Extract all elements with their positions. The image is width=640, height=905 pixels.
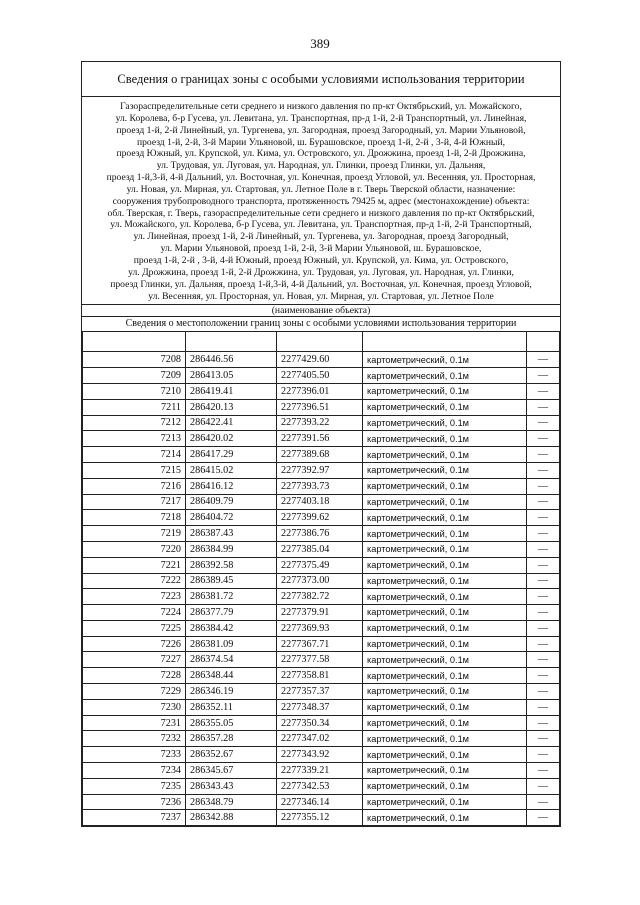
table-row [83, 715, 560, 731]
table-row [83, 478, 560, 494]
coord-x: 286352.11 [186, 699, 277, 715]
description-cell: — [527, 620, 560, 636]
coord-x: 286389.45 [186, 573, 277, 589]
method-accuracy: картометрический, 0.1м [363, 747, 527, 763]
coord-y: 2277342.53 [277, 778, 363, 794]
coord-x: 286446.56 [186, 352, 277, 368]
table-row [83, 368, 560, 384]
description-cell: — [527, 447, 560, 463]
table-row [83, 431, 560, 447]
description-line: проезд Южный, ул. Крупской, ул. Кима, ул. Островского, ул. Дрожжина, проезд 1-й, 2-й Дрожжина, [116, 148, 526, 160]
coord-x: 286392.58 [186, 557, 277, 573]
method-accuracy: картометрический, 0.1м [363, 510, 527, 526]
description-cell: — [527, 541, 560, 557]
method-accuracy: картометрический, 0.1м [363, 526, 527, 542]
table-row [83, 652, 560, 668]
coord-y: 2277391.56 [277, 431, 363, 447]
table-row [83, 620, 560, 636]
table-row [83, 510, 560, 526]
coord-y: 2277379.91 [277, 605, 363, 621]
method-accuracy: картометрический, 0.1м [363, 589, 527, 605]
coord-x: 286346.19 [186, 684, 277, 700]
method-accuracy: картометрический, 0.1м [363, 763, 527, 779]
coord-x: 286377.79 [186, 605, 277, 621]
coord-x: 286420.13 [186, 399, 277, 415]
table-row [83, 526, 560, 542]
description-cell: — [527, 747, 560, 763]
coord-y: 2277403.18 [277, 494, 363, 510]
method-accuracy: картометрический, 0.1м [363, 668, 527, 684]
coord-x: 286355.05 [186, 715, 277, 731]
point-number: 7214 [83, 447, 186, 463]
table-row [83, 399, 560, 415]
point-number: 7219 [83, 526, 186, 542]
coord-y: 2277343.92 [277, 747, 363, 763]
coord-x: 286357.28 [186, 731, 277, 747]
page-number: 389 [310, 36, 330, 51]
point-number: 7224 [83, 605, 186, 621]
method-accuracy: картометрический, 0.1м [363, 652, 527, 668]
table-row [83, 668, 560, 684]
point-number: 7236 [83, 794, 186, 810]
method-accuracy: картометрический, 0.1м [363, 731, 527, 747]
method-accuracy: картометрический, 0.1м [363, 415, 527, 431]
table-row [83, 605, 560, 621]
zone-boundary-form [81, 61, 561, 827]
method-accuracy: картометрический, 0.1м [363, 573, 527, 589]
coord-y: 2277386.76 [277, 526, 363, 542]
description-line: проезд 1-й, 2-й , 3-й, 4-й Южный, проезд Южный, ул. Крупской, ул. Кима, ул. Островского, [133, 254, 509, 266]
point-number: 7232 [83, 731, 186, 747]
point-number: 7211 [83, 399, 186, 415]
description-cell: — [527, 462, 560, 478]
coord-y: 2277382.72 [277, 589, 363, 605]
point-number: 7231 [83, 715, 186, 731]
coord-x: 286343.43 [186, 778, 277, 794]
point-number: 7209 [83, 368, 186, 384]
point-number: 7229 [83, 684, 186, 700]
method-accuracy: картометрический, 0.1м [363, 462, 527, 478]
description-cell: — [527, 715, 560, 731]
description-line: проезд 1-й, 2-й Линейный, ул. Тургенева, ул. Загородная, проезд Загородный, ул. Марии Ульяновой, [116, 124, 526, 136]
method-accuracy: картометрический, 0.1м [363, 684, 527, 700]
method-accuracy: картометрический, 0.1м [363, 605, 527, 621]
method-accuracy: картометрический, 0.1м [363, 541, 527, 557]
description-line: ул. Королева, б-р Гусева, ул. Левитана, ул. Транспортная, пр-д 1-й, 2-й Транспортный, ул. Линейная, [115, 112, 527, 124]
coord-x: 286417.29 [186, 447, 277, 463]
coord-y: 2277369.93 [277, 620, 363, 636]
description-line: ул. Весенняя, ул. Просторная, ул. Новая, ул. Мирная, ул. Стартовая, ул. Летное Поле [148, 290, 494, 302]
coord-x: 286384.99 [186, 541, 277, 557]
point-number: 7215 [83, 462, 186, 478]
coord-y: 2277396.51 [277, 399, 363, 415]
coord-x: 286404.72 [186, 510, 277, 526]
description-line: сооружения трубопроводного транспорта, протяженность 79425 м, адрес (местонахождение) объекта: [112, 195, 530, 207]
point-number: 7230 [83, 699, 186, 715]
description-cell: — [527, 431, 560, 447]
description-line: Газораспределительные сети среднего и низкого давления по пр-кт Октябрьский, ул. Можайского, [120, 101, 522, 112]
coord-y: 2277375.49 [277, 557, 363, 573]
table-row [83, 794, 560, 810]
point-number: 7228 [83, 668, 186, 684]
method-accuracy: картометрический, 0.1м [363, 447, 527, 463]
point-number: 7220 [83, 541, 186, 557]
coord-y: 2277389.68 [277, 447, 363, 463]
description-cell: — [527, 684, 560, 700]
description-cell: — [527, 573, 560, 589]
description-line: проезд 1-й,3-й, 4-й Дальний, ул. Восточная, ул. Конечная, проезд Угловой, ул. Весенняя, ул. Просторная, [106, 172, 536, 184]
coord-y: 2277348.37 [277, 699, 363, 715]
table-row [83, 447, 560, 463]
table-row [83, 557, 560, 573]
method-accuracy: картометрический, 0.1м [363, 636, 527, 652]
description-line: ул. Можайского, ул. Королева, б-р Гусева, ул. Левитана, ул. Транспортная, пр-д 1-й, 2-й Транспортный, [110, 219, 532, 231]
coord-x: 286384.42 [186, 620, 277, 636]
coordinates-table [82, 331, 560, 826]
point-number: 7208 [83, 352, 186, 368]
coord-x: 286387.43 [186, 526, 277, 542]
table-row [83, 636, 560, 652]
description-cell: — [527, 510, 560, 526]
coord-x: 286348.79 [186, 794, 277, 810]
description-line: ул. Дрожжина, проезд 1-й, 2-й Дрожжина, ул. Трудовая, ул. Луговая, ул. Народная, ул. Глинки, [128, 266, 514, 278]
table-row [83, 778, 560, 794]
coord-y: 2277358.81 [277, 668, 363, 684]
description-line: ул. Новая, ул. Мирная, ул. Стартовая, ул. Летное Поле в г. Тверь Тверской области, назначение: [126, 183, 516, 195]
coord-x: 286415.02 [186, 462, 277, 478]
coord-x: 286420.02 [186, 431, 277, 447]
coord-x: 286422.41 [186, 415, 277, 431]
table-row [83, 699, 560, 715]
coord-x: 286374.54 [186, 652, 277, 668]
point-number: 7222 [83, 573, 186, 589]
description-cell: — [527, 763, 560, 779]
description-cell: — [527, 794, 560, 810]
method-accuracy: картометрический, 0.1м [363, 620, 527, 636]
coord-x: 286416.12 [186, 478, 277, 494]
method-accuracy: картометрический, 0.1м [363, 352, 527, 368]
description-cell: — [527, 636, 560, 652]
table-row [83, 747, 560, 763]
table-row [83, 763, 560, 779]
description-cell: — [527, 383, 560, 399]
coord-x: 286342.88 [186, 810, 277, 826]
object-name-caption: (наименование объекта) [82, 305, 560, 317]
table-row [83, 352, 560, 368]
coord-x: 286348.44 [186, 668, 277, 684]
method-accuracy: картометрический, 0.1м [363, 431, 527, 447]
coord-x: 286345.67 [186, 763, 277, 779]
point-number: 7213 [83, 431, 186, 447]
coord-y: 2277385.04 [277, 541, 363, 557]
point-number: 7227 [83, 652, 186, 668]
table-row [83, 541, 560, 557]
coord-x: 286413.05 [186, 368, 277, 384]
description-cell: — [527, 652, 560, 668]
coord-y: 2277393.22 [277, 415, 363, 431]
method-accuracy: картометрический, 0.1м [363, 399, 527, 415]
coord-x: 286419.41 [186, 383, 277, 399]
method-accuracy: картометрический, 0.1м [363, 794, 527, 810]
table-row [83, 810, 560, 826]
method-accuracy: картометрический, 0.1м [363, 494, 527, 510]
description-cell: — [527, 399, 560, 415]
method-accuracy: картометрический, 0.1м [363, 478, 527, 494]
table-row [83, 589, 560, 605]
description-cell: — [527, 778, 560, 794]
method-accuracy: картометрический, 0.1м [363, 383, 527, 399]
table-row [83, 684, 560, 700]
description-line: обл. Тверская, г. Тверь, газораспределительные сети среднего и низкого давления по пр-кт Октябрьский, [107, 207, 535, 219]
description-cell: — [527, 352, 560, 368]
coord-y: 2277367.71 [277, 636, 363, 652]
coord-x: 286352.67 [186, 747, 277, 763]
description-line: ул. Трудовая, ул. Луговая, ул. Народная, ул. Глинки, проезд Глинки, ул. Дальняя, [156, 160, 486, 172]
coord-y: 2277346.14 [277, 794, 363, 810]
point-number: 7210 [83, 383, 186, 399]
table-row [83, 415, 560, 431]
description-cell: — [527, 494, 560, 510]
description-line: ул. Линейная, проезд 1-й, 2-й Линейный, ул. Тургенева, ул. Загородная, проезд Загородный, [133, 231, 509, 243]
method-accuracy: картометрический, 0.1м [363, 810, 527, 826]
table-spacer-row [83, 332, 560, 352]
description-cell: — [527, 478, 560, 494]
description-cell: — [527, 589, 560, 605]
point-number: 7223 [83, 589, 186, 605]
coord-y: 2277339.21 [277, 763, 363, 779]
point-number: 7212 [83, 415, 186, 431]
description-cell: — [527, 810, 560, 826]
coord-y: 2277377.58 [277, 652, 363, 668]
coord-y: 2277399.62 [277, 510, 363, 526]
coord-y: 2277355.12 [277, 810, 363, 826]
form-title: Сведения о границах зоны с особыми условиями использования территории [82, 62, 560, 97]
description-cell: — [527, 731, 560, 747]
coord-x: 286381.72 [186, 589, 277, 605]
description-cell: — [527, 605, 560, 621]
description-cell: — [527, 526, 560, 542]
point-number: 7218 [83, 510, 186, 526]
point-number: 7217 [83, 494, 186, 510]
description-cell: — [527, 415, 560, 431]
location-section-title: Сведения о местоположении границ зоны с особыми условиями использования территории [125, 318, 517, 330]
point-number: 7237 [83, 810, 186, 826]
coord-y: 2277350.34 [277, 715, 363, 731]
point-number: 7216 [83, 478, 186, 494]
method-accuracy: картометрический, 0.1м [363, 699, 527, 715]
description-line: проезд 1-й, 2-й, 3-й Марии Ульяновой, ш. Бурашовское, проезд 1-й, 2-й , 3-й, 4-й Южный, [136, 136, 506, 148]
table-row [83, 494, 560, 510]
coord-y: 2277347.02 [277, 731, 363, 747]
method-accuracy: картометрический, 0.1м [363, 368, 527, 384]
coord-x: 286381.09 [186, 636, 277, 652]
coord-y: 2277392.97 [277, 462, 363, 478]
coord-y: 2277393.73 [277, 478, 363, 494]
method-accuracy: картометрический, 0.1м [363, 778, 527, 794]
coord-y: 2277405.50 [277, 368, 363, 384]
point-number: 7234 [83, 763, 186, 779]
table-row [83, 731, 560, 747]
coord-y: 2277357.37 [277, 684, 363, 700]
method-accuracy: картометрический, 0.1м [363, 557, 527, 573]
description-cell: — [527, 368, 560, 384]
object-description [82, 97, 560, 305]
description-cell: — [527, 557, 560, 573]
description-cell: — [527, 699, 560, 715]
point-number: 7235 [83, 778, 186, 794]
description-line: проезд Глинки, ул. Дальняя, проезд 1-й,3-й, 4-й Дальний, ул. Восточная, ул. Конечная, проезд Угловой, [110, 278, 532, 290]
coord-y: 2277429.60 [277, 352, 363, 368]
coord-x: 286409.79 [186, 494, 277, 510]
method-accuracy: картометрический, 0.1м [363, 715, 527, 731]
table-row [83, 573, 560, 589]
point-number: 7225 [83, 620, 186, 636]
table-row [83, 462, 560, 478]
coord-y: 2277373.00 [277, 573, 363, 589]
point-number: 7233 [83, 747, 186, 763]
table-row [83, 383, 560, 399]
description-cell: — [527, 668, 560, 684]
point-number: 7226 [83, 636, 186, 652]
description-line: ул. Марии Ульяновой, проезд 1-й, 2-й, 3-й Марии Ульяновой, ш. Бурашовское, [160, 243, 482, 255]
point-number: 7221 [83, 557, 186, 573]
coord-y: 2277396.01 [277, 383, 363, 399]
